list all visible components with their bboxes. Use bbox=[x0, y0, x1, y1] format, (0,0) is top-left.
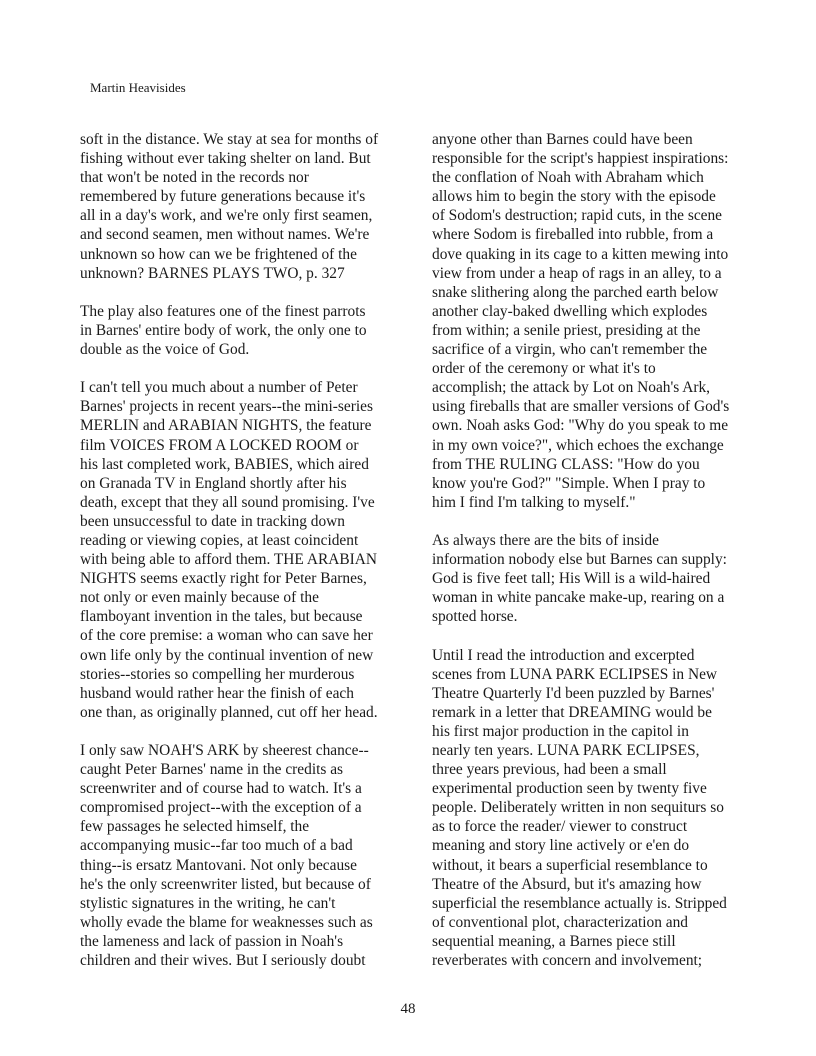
text-line: film VOICES FROM A LOCKED ROOM or bbox=[80, 436, 359, 454]
running-head-author: Martin Heavisides bbox=[90, 80, 186, 95]
text-line: Theatre of the Absurd, but it's amazing how bbox=[432, 875, 702, 893]
text-line: as to force the reader/ viewer to construct bbox=[432, 818, 688, 836]
text-line: order of the ceremony or what it's to bbox=[432, 360, 656, 378]
text-line: I only saw NOAH'S ARK by sheerest chance-- bbox=[80, 742, 369, 759]
text-line: thing--is ersatz Mantovani. Not only because bbox=[80, 856, 357, 874]
text-line: husband would rather hear the finish of each bbox=[80, 684, 354, 702]
paragraph-gap bbox=[432, 512, 752, 531]
text-line: Until I read the introduction and excerpted bbox=[432, 646, 695, 664]
right-text-column bbox=[432, 130, 752, 970]
text-line: The play also features one of the finest parrots bbox=[80, 302, 366, 320]
text-line: experimental production seen by twenty five bbox=[432, 780, 707, 798]
text-line: God is five feet tall; His Will is a wild-haired bbox=[432, 570, 711, 588]
text-line: in my own voice?", which echoes the exchange bbox=[432, 436, 724, 454]
text-line: one than, as originally planned, cut off her head. bbox=[80, 703, 378, 721]
text-line: and second seamen, men without names. We're bbox=[80, 226, 370, 244]
text-line: double as the voice of God. bbox=[80, 341, 250, 359]
text-line: death, except that they all sound promising. I've bbox=[80, 493, 375, 511]
text-line: three years previous, had been a small bbox=[432, 761, 667, 779]
text-line: not only or even mainly because of the bbox=[80, 589, 319, 607]
text-line: his last completed work, BABIES, which aired bbox=[80, 455, 369, 473]
text-line: without, it bears a superficial resemblance to bbox=[432, 856, 708, 874]
text-line: snake slithering along the parched earth below bbox=[432, 283, 719, 301]
text-line: where Sodom is fireballed into rubble, from a bbox=[432, 226, 714, 244]
text-line: I can't tell you much about a number of Peter bbox=[80, 379, 358, 397]
text-line: in Barnes' entire body of work, the only one to bbox=[80, 321, 367, 339]
text-line: reading or viewing copies, at least coincident bbox=[80, 531, 359, 549]
text-line: him I find I'm talking to myself." bbox=[432, 493, 636, 511]
text-line: soft in the distance. We stay at sea for months of bbox=[80, 131, 379, 148]
text-line: the conflation of Noah with Abraham which bbox=[432, 169, 704, 187]
text-line: on Granada TV in England shortly after his bbox=[80, 474, 347, 492]
text-line: caught Peter Barnes' name in the credits as bbox=[80, 761, 344, 779]
text-line: own. Noah asks God: "Why do you speak to me bbox=[432, 417, 729, 435]
text-line: flamboyant invention in the tales, but because bbox=[80, 608, 363, 626]
text-line: of Sodom's destruction; rapid cuts, in the scene bbox=[432, 207, 723, 225]
text-line: meaning and story line actively or e'en do bbox=[432, 837, 690, 855]
text-line: few passages he selected himself, the bbox=[80, 818, 310, 836]
text-line: from within; a senile priest, presiding at the bbox=[432, 321, 701, 339]
text-line: fishing without ever taking shelter on land. But bbox=[80, 150, 371, 168]
text-line: his first major production in the capitol in bbox=[432, 722, 689, 740]
page-number: 48 bbox=[400, 1001, 416, 1017]
text-line: been unsuccessful to date in tracking down bbox=[80, 512, 345, 530]
text-line: view from under a heap of rags in an alley, to a bbox=[432, 264, 722, 282]
text-line: accompanying music--far too much of a bad bbox=[80, 837, 353, 855]
text-line: with being able to afford them. THE ARABIAN bbox=[80, 551, 377, 569]
text-line: woman in white pancake make-up, rearing on a bbox=[432, 589, 725, 607]
text-line: dove quaking in its cage to a kitten mewing into bbox=[432, 245, 729, 263]
left-text-column bbox=[80, 130, 400, 970]
text-line: sacrifice of a virgin, who can't remember the bbox=[432, 341, 708, 359]
text-line: know you're God?" "Simple. When I pray to bbox=[432, 474, 706, 492]
text-line: another clay-baked dwelling which explodes bbox=[432, 302, 708, 320]
text-line: anyone other than Barnes could have been bbox=[432, 131, 693, 148]
text-line: information nobody else but Barnes can supply: bbox=[432, 551, 727, 569]
text-line: As always there are the bits of inside bbox=[432, 531, 659, 549]
text-line: of the core premise: a woman who can save her bbox=[80, 627, 373, 645]
text-line: MERLIN and ARABIAN NIGHTS, the feature bbox=[80, 417, 372, 435]
text-line: remembered by future generations because it's bbox=[80, 188, 366, 206]
text-line: screenwriter and of course had to watch. It's a bbox=[80, 780, 362, 798]
text-line: wholly evade the blame for weaknesses such as bbox=[80, 913, 373, 931]
text-line: children and their wives. But I seriously doubt bbox=[80, 952, 366, 970]
text-line: compromised project--with the exception of a bbox=[80, 799, 362, 817]
text-line: unknown? BARNES PLAYS TWO, p. 327 bbox=[80, 264, 345, 282]
text-line: sequential meaning, a Barnes piece still bbox=[432, 932, 676, 950]
text-line: responsible for the script's happiest inspirations: bbox=[432, 150, 729, 168]
text-line: stories--stories so compelling her murderous bbox=[80, 665, 355, 683]
text-line: the lameness and lack of passion in Noah's bbox=[80, 932, 344, 950]
text-line: allows him to begin the story with the episode bbox=[432, 188, 716, 206]
paragraph-gap bbox=[80, 283, 400, 302]
paragraph-gap bbox=[432, 626, 752, 645]
text-line: accomplish; the attack by Lot on Noah's Ark, bbox=[432, 379, 711, 397]
text-line: people. Deliberately written in non sequiturs so bbox=[432, 799, 724, 817]
text-line: Barnes' projects in recent years--the mini-series bbox=[80, 398, 373, 416]
paragraph-gap bbox=[80, 359, 400, 378]
text-line: remark in a letter that DREAMING would be bbox=[432, 703, 712, 721]
text-line: all in a day's work, and we're only first seamen, bbox=[80, 207, 373, 225]
text-line: using fireballs that are smaller versions of God's bbox=[432, 398, 730, 416]
text-line: Theatre Quarterly I'd been puzzled by Barnes' bbox=[432, 684, 715, 702]
text-line: reverberates with concern and involvement; bbox=[432, 952, 703, 970]
text-line: stylistic signatures in the writing, he can't bbox=[80, 894, 336, 912]
text-line: from THE RULING CLASS: "How do you bbox=[432, 455, 700, 473]
text-line: NIGHTS seems exactly right for Peter Barnes, bbox=[80, 570, 367, 588]
text-line: superficial the resemblance actually is. Stripped bbox=[432, 894, 727, 912]
text-line: of conventional plot, characterization and bbox=[432, 913, 688, 931]
text-line: unknown so how can we be frightened of the bbox=[80, 245, 357, 263]
paragraph-gap bbox=[80, 722, 400, 741]
text-line: he's the only screenwriter listed, but because of bbox=[80, 875, 371, 893]
text-line: nearly ten years. LUNA PARK ECLIPSES, bbox=[432, 742, 700, 759]
text-line: that won't be noted in the records nor bbox=[80, 169, 309, 187]
text-line: scenes from LUNA PARK ECLIPSES in New bbox=[432, 665, 718, 683]
text-line: spotted horse. bbox=[432, 608, 518, 626]
text-line: own life only by the continual invention of new bbox=[80, 646, 374, 664]
